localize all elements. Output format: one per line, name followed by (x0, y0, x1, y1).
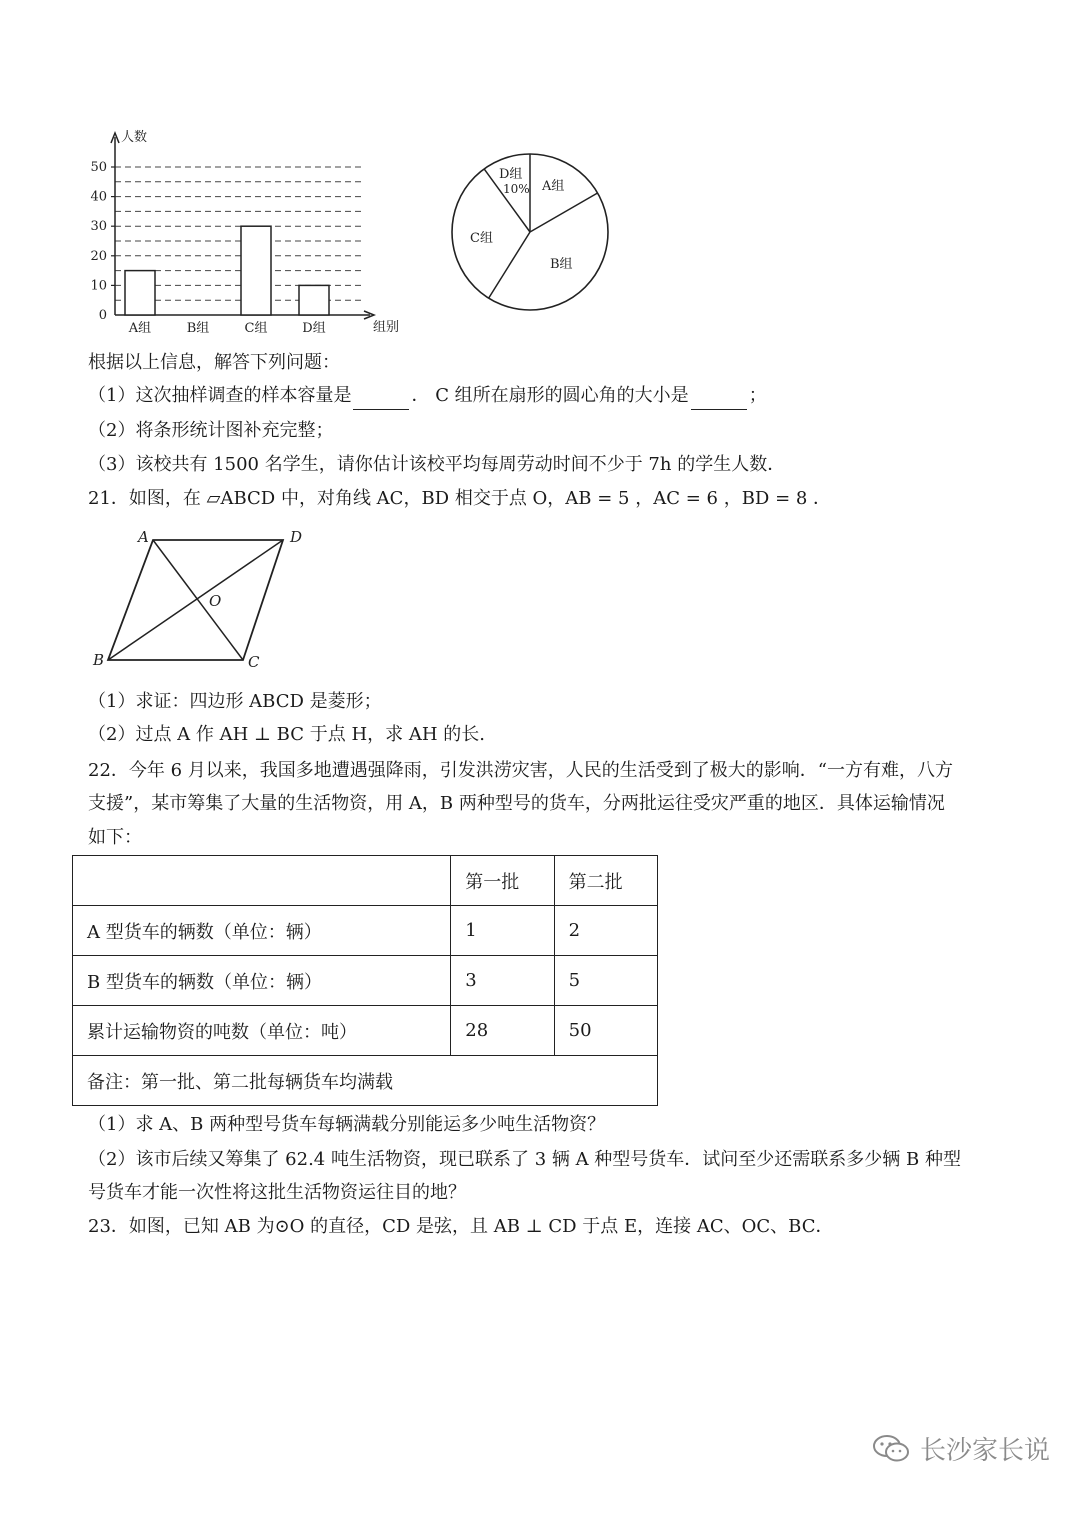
x-tick-label: D组 (302, 321, 326, 336)
x-tick-label: C组 (244, 321, 268, 336)
y-tick-label: 0 (98, 308, 107, 323)
bar-4 (299, 285, 329, 315)
point-d-label: D (290, 528, 303, 546)
q20-part1-b: ． (411, 385, 430, 406)
table-note-row (73, 1056, 658, 1106)
x-axis-label: 组别 (373, 320, 400, 335)
table-cell: A 型货车的辆数（单位：辆） (73, 906, 451, 956)
q21-part1: （1）求证：四边形 ABCD 是菱形； (88, 691, 382, 712)
point-b-label: B (93, 651, 105, 669)
y-axis-label: 人数 (121, 130, 148, 145)
pie-label-d: D组 (499, 167, 523, 182)
q22-part2-line1: （2）该市后续又筹集了 62.4 吨生活物资，现已联系了 3 辆 A 种型号货车．试问至少还需联系多少辆 B 种型 (88, 1149, 961, 1170)
q22-line2: 支援”，某市筹集了大量的生活物资，用 A，B 两种型号的货车，分两批运往受灾严重的地区．具体运输情况 (88, 793, 945, 814)
x-tick-label: B组 (186, 321, 210, 336)
parallelogram-diagram (88, 525, 333, 675)
diagonal-ac (153, 540, 243, 660)
table-cell: 5 (554, 956, 657, 1006)
q22-part1: （1）求 A、B 两种型号货车每辆满载分别能运多少吨生活物资？ (88, 1114, 606, 1135)
q22-part2-line2: 号货车才能一次性将这批生活物资运往目的地？ (88, 1182, 466, 1203)
watermark-text: 长沙家长说 (920, 1436, 1051, 1466)
table-header-cell: 第一批 (451, 856, 554, 906)
q20-part2: （2）将条形统计图补充完整； (88, 420, 334, 441)
q21-part2: （2）过点 A 作 AH ⊥ BC 于点 H，求 AH 的长. (88, 724, 486, 745)
diagonal-bd (108, 540, 283, 660)
y-tick-label: 20 (90, 248, 107, 264)
table-cell: 1 (451, 906, 554, 956)
table-cell: 3 (451, 956, 554, 1006)
q21-stem: 21．如图，在 ▱ABCD 中，对角线 AC，BD 相交于点 O，AB = 5 ，AC = 6 ，BD = 8 ． (88, 488, 832, 509)
table-header-row (73, 856, 658, 906)
y-tick-label: 30 (90, 219, 107, 235)
table-cell: 28 (451, 1006, 554, 1056)
table-row (73, 1006, 658, 1056)
table-header-cell (73, 856, 451, 906)
point-o-label: O (209, 592, 222, 610)
q22-line3: 如下： (88, 827, 142, 848)
table-cell: 2 (554, 906, 657, 956)
table-header-cell: 第二批 (554, 856, 657, 906)
table-note: 备注：第一批、第二批每辆货车均满载 (73, 1056, 658, 1106)
y-tick-label: 40 (90, 189, 107, 205)
q22-line1: 22．今年 6 月以来，我国多地遭遇强降雨，引发洪涝灾害，人民的生活受到了极大的影响．“一方有难，八方 (88, 760, 953, 781)
q20-part3: （3）该校共有 1500 名学生，请你估计该校平均每周劳动时间不少于 7h 的学生人数． (88, 454, 786, 475)
answer-blank-sample-size[interactable] (353, 383, 409, 410)
table-row (73, 956, 658, 1006)
pie-label-b: B组 (550, 257, 573, 272)
bar-1 (125, 271, 155, 315)
freight-table (72, 855, 658, 1106)
table-cell: 累计运输物资的吨数（单位：吨） (73, 1006, 451, 1056)
watermark (872, 1430, 1050, 1467)
y-tick-label: 10 (90, 278, 107, 294)
pie-label-a: A组 (542, 179, 565, 194)
bar-3 (241, 226, 271, 315)
wechat-icon (872, 1434, 910, 1464)
q20-part1-a: （1）这次抽样调查的样本容量是 (88, 385, 352, 406)
x-tick-label: A组 (128, 321, 152, 336)
table-row (73, 906, 658, 956)
table-cell: B 型货车的辆数（单位：辆） (73, 956, 451, 1006)
q23-stem: 23．如图，已知 AB 为⊙O 的直径，CD 是弦，且 AB ⊥ CD 于点 E，连接 AC、OC、BC． (88, 1216, 834, 1237)
answer-blank-angle[interactable] (691, 383, 747, 410)
bar-chart (80, 125, 420, 340)
pie-chart (440, 140, 620, 320)
pie-label-c: C组 (470, 231, 493, 246)
table-cell: 50 (554, 1006, 657, 1056)
q20-part1 (88, 383, 767, 410)
point-c-label: C (248, 653, 260, 671)
q20-part1-c: C 组所在扇形的圆心角的大小是 (435, 385, 689, 406)
q20-part1-d: ； (748, 385, 767, 406)
y-tick-label: 50 (90, 160, 107, 175)
point-a-label: A (138, 528, 149, 546)
pie-label-d-percent: 10% (503, 182, 530, 196)
q20-intro: 根据以上信息，解答下列问题： (88, 352, 340, 373)
